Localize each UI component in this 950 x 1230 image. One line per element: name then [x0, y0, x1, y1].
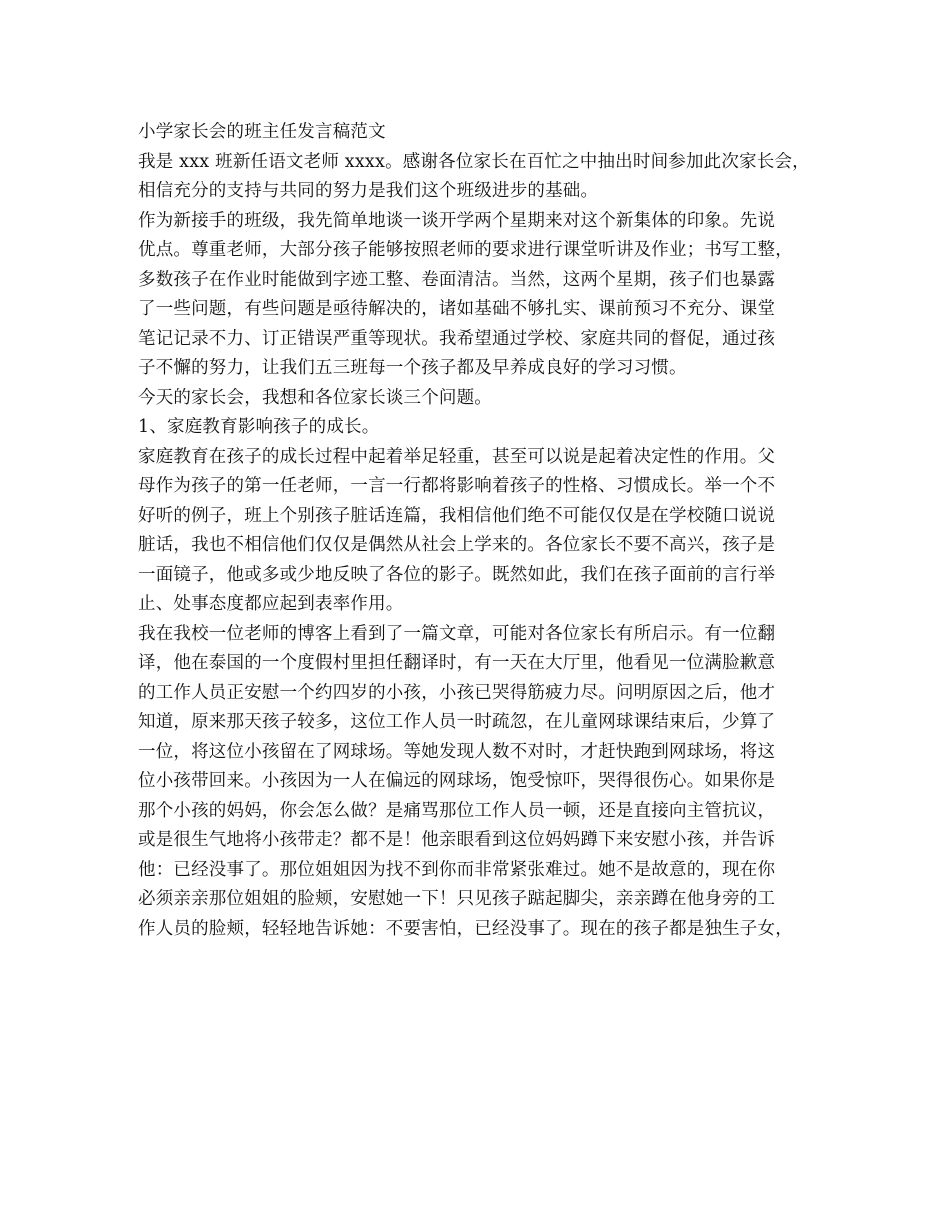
text-line: 今天的家长会，我想和各位家长谈三个问题。	[138, 387, 492, 408]
document-body	[138, 118, 828, 944]
text-line: 家庭教育在孩子的成长过程中起着举足轻重，甚至可以说是起着决定性的作用。父	[138, 446, 776, 467]
text-line: 或是很生气地将小孩带走？都不是！他亲眼看到这位妈妈蹲下来安慰小孩，并告诉	[138, 830, 776, 850]
text-line: 我是 xxx 班新任语文老师 xxxx。感谢各位家长在百忙之中抽出时间参加此次家长会，	[138, 151, 810, 172]
text-line: 作人员的脸颊，轻轻地告诉她：不要害怕，已经没事了。现在的孩子都是独生子女，	[138, 918, 793, 939]
text-line: 作为新接手的班级，我先简单地谈一谈开学两个星期来对这个新集体的印象。先说	[138, 210, 776, 231]
text-line: 一位，将这位小孩留在了网球场。等她发现人数不对时，才赶快跑到网球场，将这	[138, 741, 776, 762]
text-line: 我在我校一位老师的博客上看到了一篇文章，可能对各位家长有所启示。有一位翻	[138, 623, 776, 644]
text-line: 子不懈的努力，让我们五三班每一个孩子都及早养成良好的学习习惯。	[138, 358, 687, 378]
text-line: 多数孩子在作业时能做到字迹工整、卷面清洁。当然，这两个星期，孩子们也暴露	[138, 269, 776, 290]
text-line: 母作为孩子的第一任老师，一言一行都将影响着孩子的性格、习惯成长。举一个不	[138, 476, 776, 496]
text-line: 必须亲亲那位姐姐的脸颊，安慰她一下！只见孩子踮起脚尖，亲亲蹲在他身旁的工	[138, 889, 776, 909]
text-line: 笔记记录不力、订正错误严重等现状。我希望通过学校、家庭共同的督促，通过孩	[138, 328, 776, 349]
text-line: 止、处事态度都应起到表率作用。	[138, 594, 404, 614]
text-line: 了一些问题，有些问题是亟待解决的，诸如基础不够扎实、课前预习不充分、课堂	[138, 299, 776, 319]
section-heading: 1、家庭教育影响孩子的成长。	[138, 417, 380, 437]
text-line: 他：已经没事了。那位姐姐因为找不到你而非常紧张难过。她不是故意的，现在你	[138, 859, 776, 880]
text-line: 好听的例子，班上个别孩子脏话连篇，我相信他们绝不可能仅仅是在学校随口说说	[138, 505, 776, 526]
document-title: 小学家长会的班主任发言稿范文	[138, 122, 386, 142]
text-line: 的工作人员正安慰一个约四岁的小孩，小孩已哭得筋疲力尽。问明原因之后，他才	[138, 682, 776, 703]
text-line: 知道，原来那天孩子较多，这位工作人员一时疏忽，在儿童网球课结束后，少算了	[138, 712, 776, 732]
text-line: 译，他在泰国的一个度假村里担任翻译时，有一天在大厅里，他看见一位满脸歉意	[138, 653, 776, 673]
text-line: 位小孩带回来。小孩因为一人在偏远的网球场，饱受惊吓，哭得很伤心。如果你是	[138, 771, 776, 791]
text-line: 那个小孩的妈妈，你会怎么做？是痛骂那位工作人员一顿，还是直接向主管抗议，	[138, 800, 776, 821]
text-line: 脏话，我也不相信他们仅仅是偶然从社会上学来的。各位家长不要不高兴，孩子是	[138, 535, 776, 555]
text-line: 优点。尊重老师，大部分孩子能够按照老师的要求进行课堂听讲及作业；书写工整，	[138, 240, 793, 260]
text-line: 相信充分的支持与共同的努力是我们这个班级进步的基础。	[138, 181, 599, 201]
text-line: 一面镜子，他或多或少地反映了各位的影子。既然如此，我们在孩子面前的言行举	[138, 564, 776, 585]
